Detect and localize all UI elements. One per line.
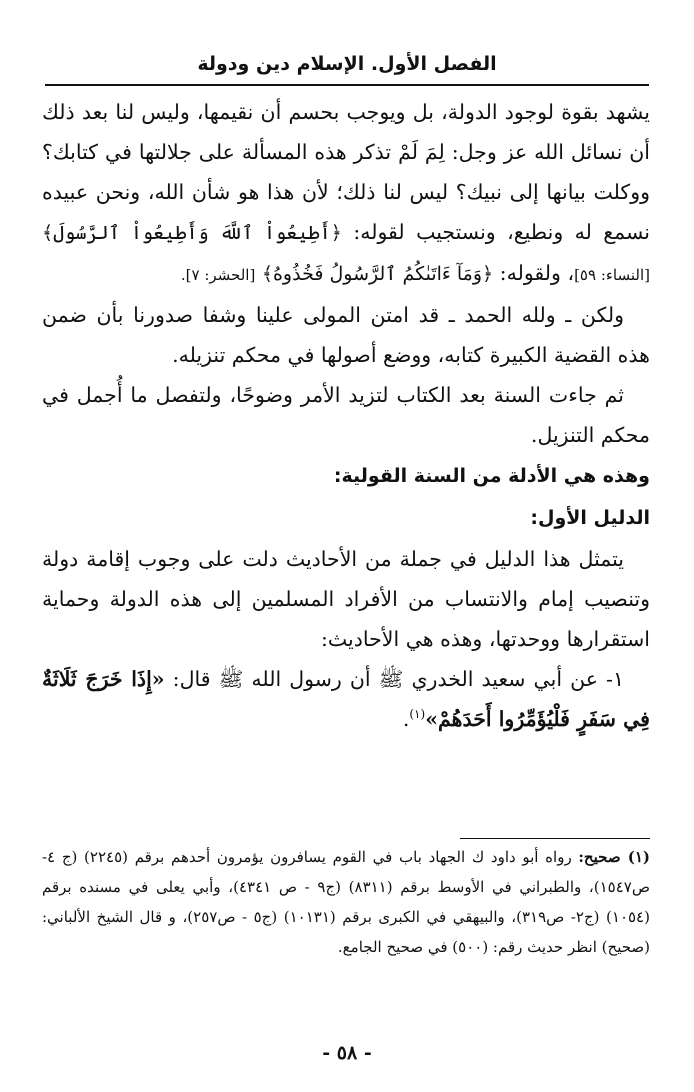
- subsection-heading: الدليل الأول:: [530, 507, 650, 529]
- quran-verse-2: ﴿وَمَآ ءَاتَىٰكُمُ ٱلرَّسُولُ فَخُذُوهُ﴾: [261, 263, 494, 285]
- paragraph-2: ولكن ـ ولله الحمد ـ قد امتن المولى علينا وشفا صدورنا بأن ضمن هذه القضية الكبيرة كتابه، ووضع أصولها في محكم تنزيله.: [42, 303, 650, 367]
- quran-verse-1: ﴿أَطِيعُواْ ٱللَّهَ وَأَطِيعُواْ ٱلرَّسُولَ﴾: [42, 222, 342, 244]
- footnote-marker[interactable]: (١): [409, 707, 426, 722]
- main-text: [42, 92, 650, 739]
- paragraph-1-text: يشهد بقوة لوجود الدولة، بل ويوجب بحسم أن نقيمها، وليس لنا بعد ذلك أن نسائل الله عز وجل: لِمَ لَمْ تذكر هذه المسألة على جلالتها في كتابك؟ ووكلت بيانها إلى نبيك؟ ليس لنا ذلك؛ لأن هذا هو شأن الله، ونحن عبيده نسمع له ونطيع، ونستجيب لقوله:: [42, 100, 650, 244]
- running-header: الفصل الأول. الإسلام دين ودولة: [197, 53, 497, 75]
- footnotes: [42, 842, 650, 962]
- header-rule: [45, 84, 649, 86]
- footnote-text: رواه أبو داود ك الجهاد باب في القوم يسافرون يؤمرون أحدهم برقم (٢٢٤٥) (ج ٤- ص١٥٤٧)، والطبراني في الأوسط برقم (٨٣١١) (ج٩ - ص ٤٣٤١)، وأبي يعلى في مسنده برقم (١٠٥٤) (ج٢- ص٣١٩)، والبيهقي في الكبرى برقم (١٠١٣١) (ج٥ - ص٢٥٧)، و قال الشيخ الألباني: (صحيح) انظر حديث رقم: (٥٠٠) في صحيح الجامع.: [42, 848, 650, 956]
- footnote-1: [42, 842, 650, 962]
- hadith-intro: ١- عن أبي سعيد الخدري ﷺ أن رسول الله ﷺ قال:: [172, 667, 624, 691]
- paragraph-1: [42, 92, 650, 295]
- section-heading: وهذه هي الأدلة من السنة القولية:: [333, 465, 650, 487]
- hadith-end: .: [402, 707, 410, 731]
- paragraph-3: ثم جاءت السنة بعد الكتاب لتزيد الأمر وضوحًا، ولتفصل ما أُجمل في محكم التنزيل.: [42, 383, 650, 447]
- hadith-text: «إِذَا خَرَجَ ثَلَاثَةٌ فِي سَفَرٍ فَلْيُؤَمِّرُوا أَحَدَهُمْ»: [42, 667, 650, 731]
- footnote-label: (١) صحيح:: [578, 848, 650, 866]
- footnote-rule: [460, 838, 650, 839]
- verse-reference-1: [النساء: ٥٩]: [574, 266, 650, 284]
- page-number: - ٥٨ -: [322, 1042, 372, 1064]
- paragraph-4: يتمثل هذا الدليل في جملة من الأحاديث دلت على وجوب إقامة دولة وتنصيب إمام والانتساب من الأفراد المسلمين إلى هذه الدولة وحماية استقرارها ووحدتها، وهذه هي الأحاديث:: [42, 547, 650, 651]
- paragraph-1-connector: ، ولقوله:: [499, 261, 575, 285]
- hadith-paragraph: [42, 659, 650, 739]
- verse-reference-2: [الحشر: ٧].: [180, 266, 256, 284]
